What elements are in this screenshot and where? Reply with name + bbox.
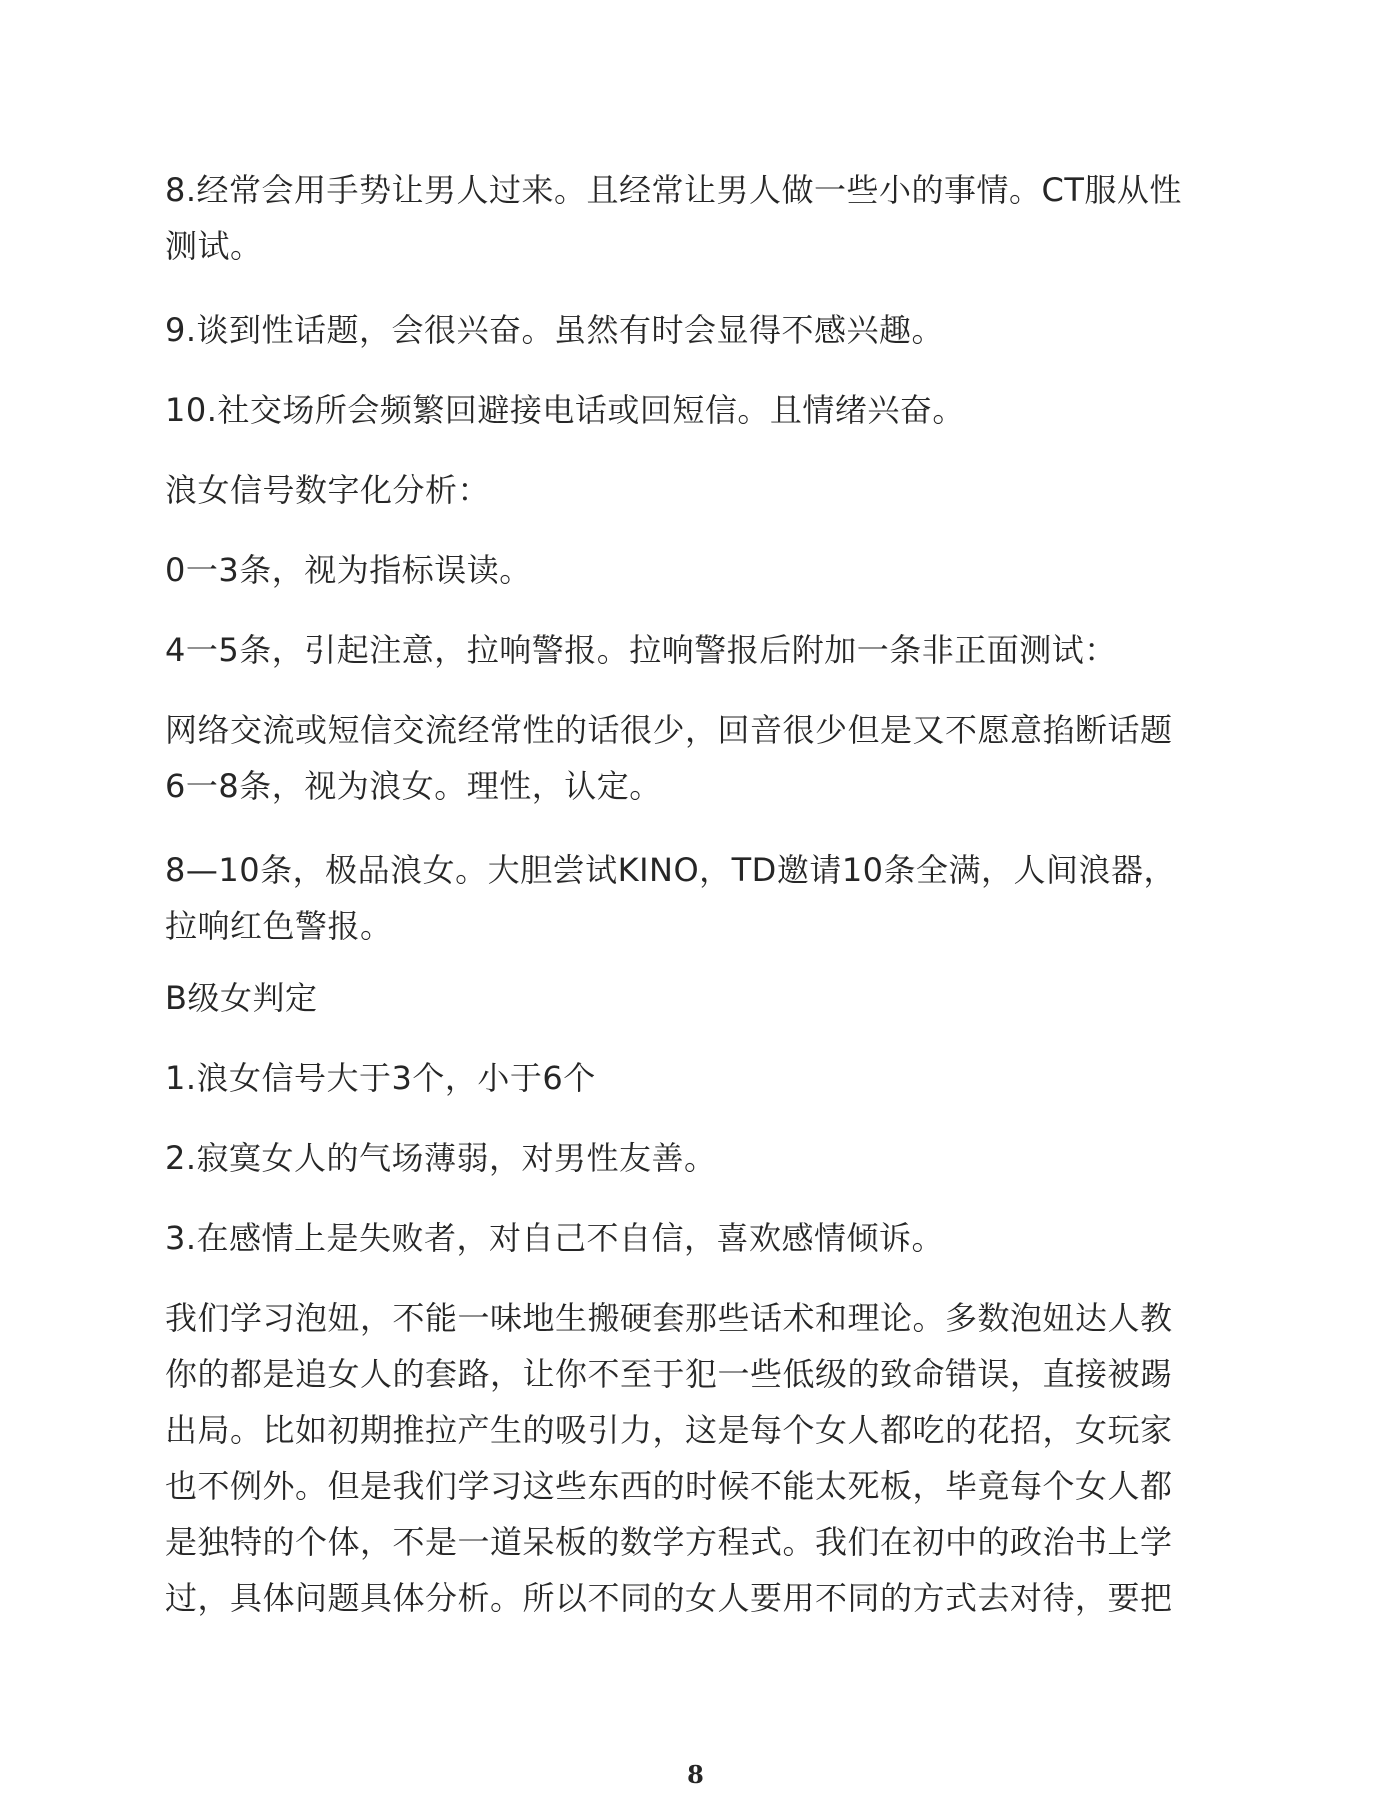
analysis-heading <box>165 462 1225 518</box>
range-8-10-line-1: 8—10条，极品浪女。大胆尝试KINO，TD邀请10条全满，人间浪器， <box>165 851 1177 889</box>
body-paragraph-line-4: 也不例外。但是我们学习这些东西的时候不能太死板，毕竟每个女人都 <box>165 1467 1173 1505</box>
body-paragraph-line-3: 出局。比如初期推拉产生的吸引力，这是每个女人都吃的花招，女玩家 <box>165 1411 1173 1449</box>
b-item-2 <box>165 1130 1225 1186</box>
b-item-3 <box>165 1210 1225 1266</box>
body-paragraph-line-6: 过，具体问题具体分析。所以不同的女人要用不同的方式去对待，要把 <box>165 1579 1173 1617</box>
b-level-heading-line: B级女判定 <box>165 979 318 1017</box>
b-item-1-line: 1.浪女信号大于3个，小于6个 <box>165 1059 596 1097</box>
item-8-line-1: 8.经常会用手势让男人过来。且经常让男人做一些小的事情。CT服从性 <box>165 171 1182 209</box>
body-paragraph-line-1: 我们学习泡妞，不能一味地生搬硬套那些话术和理论。多数泡妞达人教 <box>165 1299 1173 1337</box>
range-0-3 <box>165 542 1225 598</box>
body-paragraph <box>165 1290 1225 1626</box>
range-6-8-line: 6一8条，视为浪女。理性，认定。 <box>165 767 662 805</box>
item-10 <box>165 382 1225 438</box>
body-paragraph-line-2: 你的都是追女人的套路，让你不至于犯一些低级的致命错误，直接被踢 <box>165 1355 1173 1393</box>
item-8 <box>165 162 1225 274</box>
item-9 <box>165 302 1225 358</box>
extra-test <box>165 702 1225 814</box>
b-item-1 <box>165 1050 1225 1106</box>
body-paragraph-line-5: 是独特的个体，不是一道呆板的数学方程式。我们在初中的政治书上学 <box>165 1523 1173 1561</box>
range-8-10-line-2: 拉响红色警报。 <box>165 907 393 945</box>
range-0-3-line: 0一3条，视为指标误读。 <box>165 551 532 589</box>
page-number: 8 <box>687 1760 704 1789</box>
range-4-5 <box>165 622 1225 678</box>
b-level-heading <box>165 970 1225 1026</box>
analysis-heading-line: 浪女信号数字化分析： <box>165 471 491 509</box>
range-8-10 <box>165 842 1225 954</box>
b-item-3-line: 3.在感情上是失败者，对自己不自信，喜欢感情倾诉。 <box>165 1219 945 1257</box>
range-4-5-line: 4一5条，引起注意，拉响警报。拉响警报后附加一条非正面测试： <box>165 631 1117 669</box>
item-8-line-2: 测试。 <box>165 227 263 265</box>
item-9-line-1: 9.谈到性话题，会很兴奋。虽然有时会显得不感兴趣。 <box>165 311 945 349</box>
extra-test-line: 网络交流或短信交流经常性的话很少，回音很少但是又不愿意掐断话题 <box>165 711 1173 749</box>
b-item-2-line: 2.寂寞女人的气场薄弱，对男性友善。 <box>165 1139 717 1177</box>
item-10-line-1: 10.社交场所会频繁回避接电话或回短信。且情绪兴奋。 <box>165 391 965 429</box>
